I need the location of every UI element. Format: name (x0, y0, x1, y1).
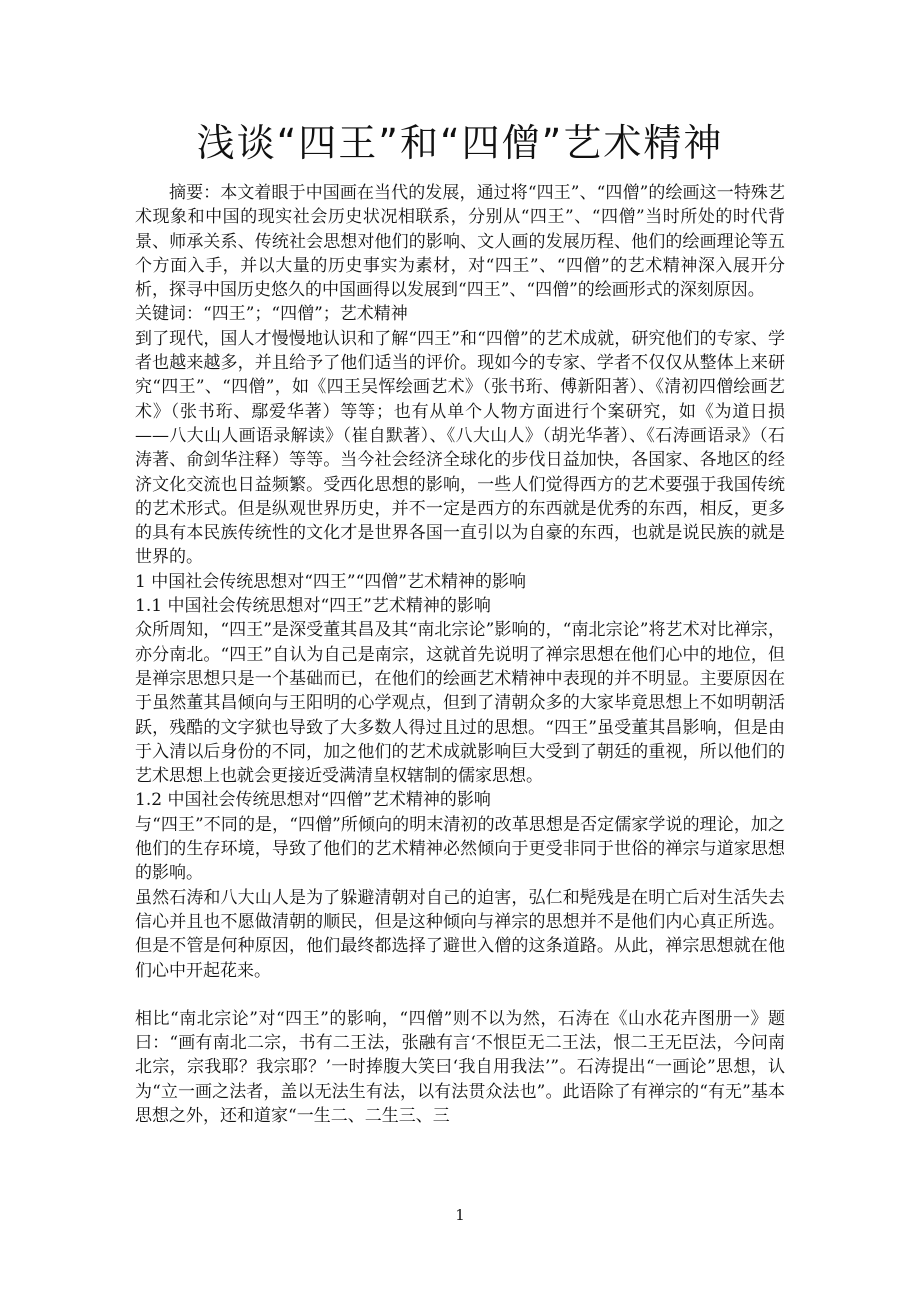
section-1-heading: 1 中国社会传统思想对“四王”“四僧”艺术精神的影响 (135, 571, 526, 592)
document-body (135, 181, 785, 1128)
section-1-1-paragraph: 众所周知，“四王”是深受董其昌及其“南北宗论”影响的，“南北宗论”将艺术对比禅宗，亦分南北。“四王”自认为自己是南宗，这就首先说明了禅宗思想在他们心中的地位，但是禅宗思想只是一个基础而已，在他们的绘画艺术精神中表现的并不明显。主要原因在于虽然董其昌倾向与王阳明的心学观点，但到了清朝众多的大家毕竟思想上不如明朝活跃，残酷的文字狱也导致了大多数人得过且过的思想。“四王”虽受董其昌影响，但是由于入清以后身份的不同，加之他们的艺术成就影响巨大受到了朝廷的重视，所以他们的艺术思想上也就会更接近受满清皇权辖制的儒家思想。 (135, 620, 785, 787)
intro-paragraph: 到了现代，国人才慢慢地认识和了解“四王”和“四僧”的艺术成就，研究他们的专家、学者也越来越多，并且给予了他们适当的评价。现如今的专家、学者不仅仅从整体上来研究“四王”、“四僧”，如《四王吴恽绘画艺术》（张书珩、傅新阳著）、《清初四僧绘画艺术》（张书珩、鄢爱华著）等等；也有从单个人物方面进行个案研究，如《为道日损——八大山人画语录解读》（崔自默著）、《八大山人》（胡光华著）、《石涛画语录》（石涛著、俞剑华注释）等等。当今社会经济全球化的步伐日益加快，各国家、各地区的经济文化交流也日益频繁。受西化思想的影响，一些人们觉得西方的艺术要强于我国传统的艺术形式。但是纵观世界历史，并不一定是西方的东西就是优秀的东西，相反，更多的具有本民族传统性的文化才是世界各国一直引以为自豪的东西，也就是说民族的就是世界的。 (135, 328, 785, 568)
document-title: 浅谈“四王”和“四僧”艺术精神 (196, 121, 724, 165)
section-1-1-heading: 1.1 中国社会传统思想对“四王”艺术精神的影响 (135, 596, 491, 617)
keywords-line: 关键词：“四王”；“四僧”；艺术精神 (135, 304, 408, 325)
abstract-paragraph: 摘要：本文着眼于中国画在当代的发展，通过将“四王”、“四僧”的绘画这一特殊艺术现象和中国的现实社会历史状况相联系，分别从“四王”、“四僧”当时所处的时代背景、师承关系、传统社会思想对他们的影响、文人画的发展历程、他们的绘画理论等五个方面入手，并以大量的历史事实为素材，对“四王”、“四僧”的艺术精神深入展开分析，探寻中国历史悠久的中国画得以发展到“四王”、“四僧”的绘画形式的深刻原因。 (135, 183, 785, 301)
paragraph-gap (135, 983, 785, 1007)
section-1-2-paragraph-a: 与“四王”不同的是，“四僧”所倾向的明末清初的改革思想是否定儒家学说的理论，加之他们的生存环境，导致了他们的艺术精神必然倾向于更受非同于世俗的禅宗与道家思想的影响。 (135, 814, 785, 884)
page-number: 1 (455, 1206, 465, 1224)
section-1-2-paragraph-c: 相比“南北宗论”对“四王”的影响，“四僧”则不以为然，石涛在《山水花卉图册一》题曰：“画有南北二宗，书有二王法，张融有言‘不恨臣无二王法，恨二王无臣法，今问南北宗，宗我耶？我宗耶？’一时捧腹大笑曰‘我自用我法’”。石涛提出“一画论”思想，认为“立一画之法者，盖以无法生有法，以有法贯众法也”。此语除了有禅宗的“有无”基本思想之外，还和道家“一生二、二生三、三 (135, 1008, 785, 1126)
section-1-2-heading: 1.2 中国社会传统思想对“四僧”艺术精神的影响 (135, 790, 491, 811)
section-1-2-paragraph-b: 虽然石涛和八大山人是为了躲避清朝对自己的迫害，弘仁和髡残是在明亡后对生活失去信心并且也不愿做清朝的顺民，但是这种倾向与禅宗的思想并不是他们内心真正所选。但是不管是何种原因，他们最终都选择了避世入僧的这条道路。从此，禅宗思想就在他们心中开起花来。 (135, 887, 785, 981)
